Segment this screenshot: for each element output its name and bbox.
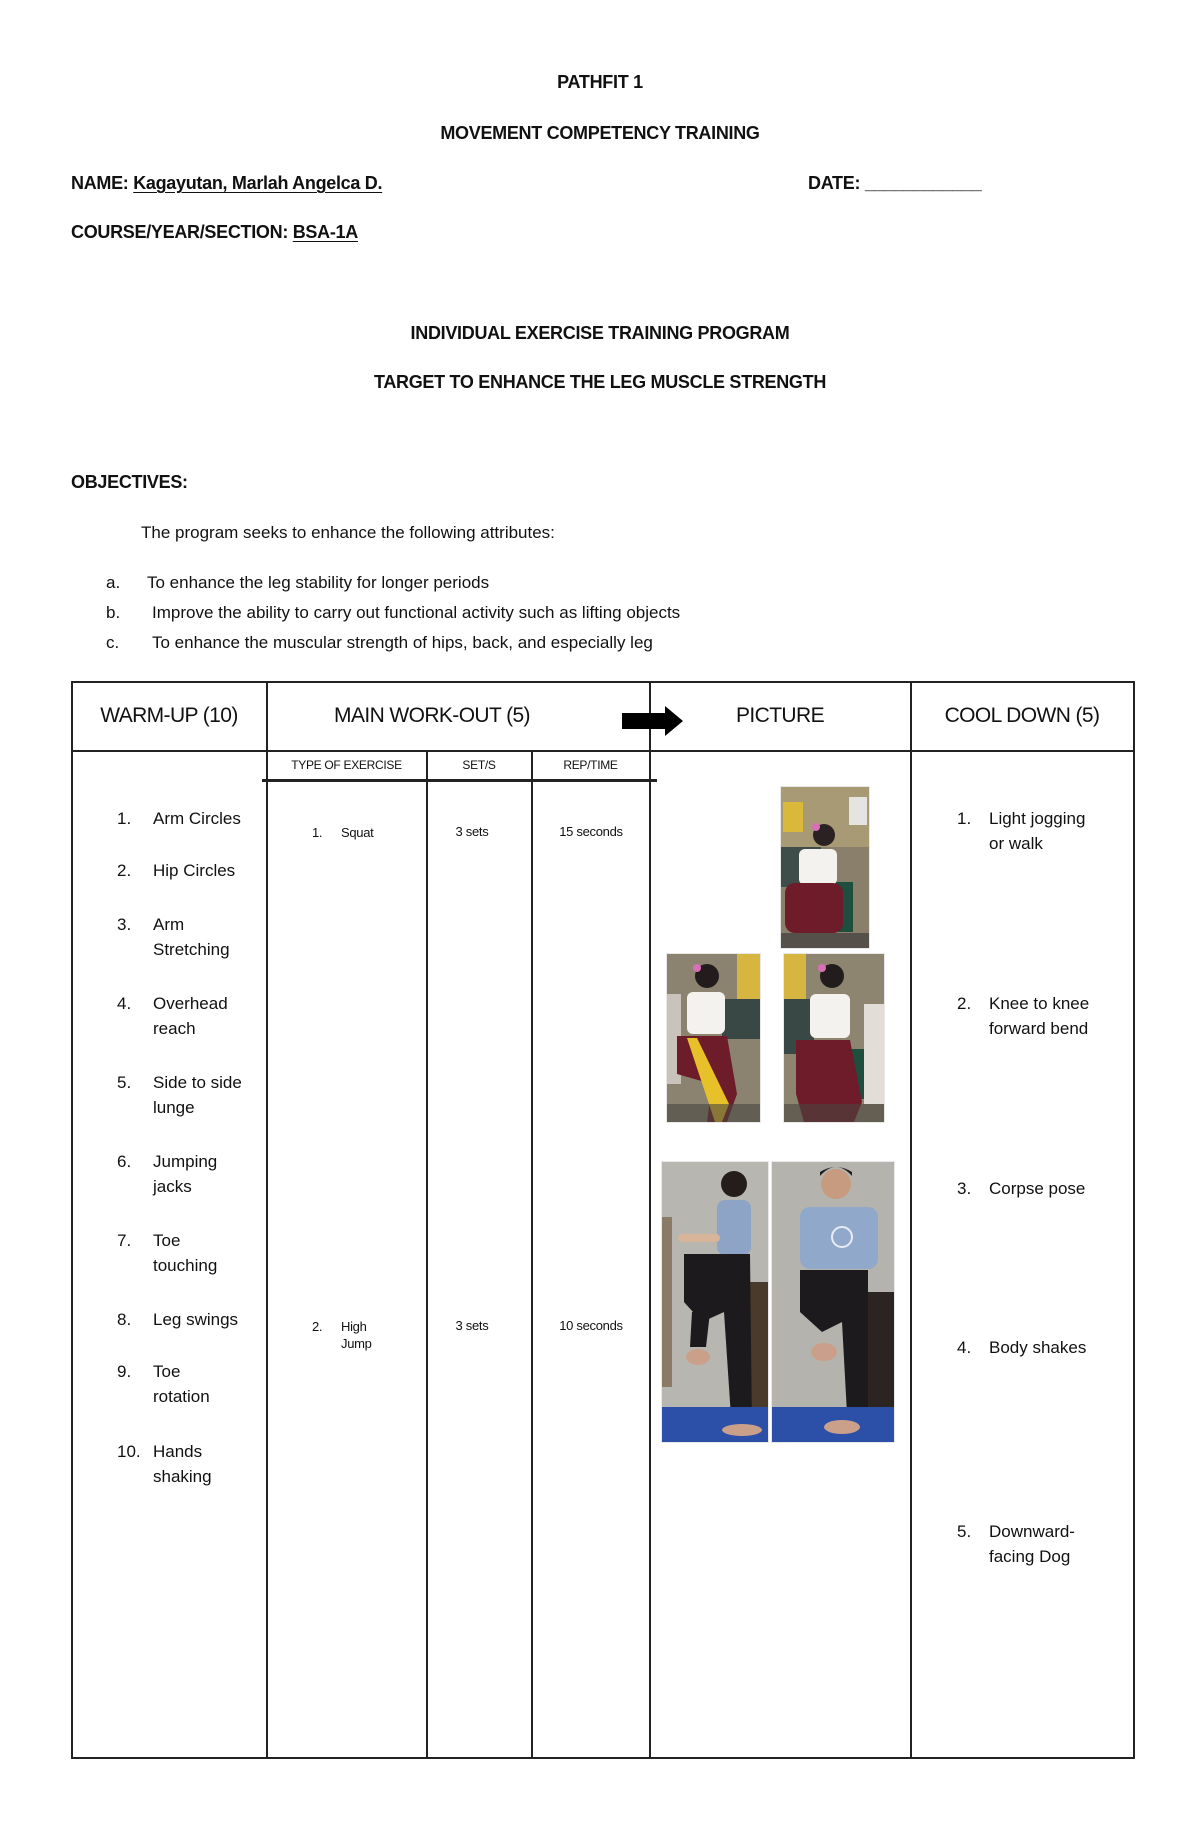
name-label: NAME: (71, 173, 129, 193)
subheader-rep: REP/TIME (563, 758, 618, 772)
subheader-sets: SET/S (462, 758, 496, 772)
section-field (71, 222, 358, 243)
squat-photo-2 (666, 953, 761, 1123)
high-jump-photo-2 (771, 1161, 895, 1443)
objective-text: To enhance the leg stability for longer periods (147, 573, 490, 592)
section-label: COURSE/YEAR/SECTION: (71, 222, 289, 242)
main-exercise-num: 1. (312, 825, 323, 840)
cooldown-item (957, 991, 1117, 1041)
warmup-item-num: 8. (117, 1310, 132, 1329)
warmup-item-text: Arm Circles (153, 809, 241, 828)
cooldown-item-text: Knee to knee forward bend (989, 994, 1090, 1038)
header-cooldown: COOL DOWN (5) (944, 704, 1100, 727)
warmup-item-num: 5. (117, 1073, 132, 1092)
warmup-item-text: Leg swings (153, 1310, 239, 1329)
program-target: TARGET TO ENHANCE THE LEG MUSCLE STRENGTH (373, 372, 827, 392)
cooldown-item-num: 1. (957, 809, 972, 828)
warmup-item-num: 7. (117, 1231, 132, 1250)
right-arrow-icon (622, 706, 684, 736)
objective-text: To enhance the muscular strength of hips, back, and especially leg (152, 633, 653, 652)
high-jump-photo-1 (661, 1161, 769, 1443)
date-value: ____________ (864, 173, 982, 193)
name-value: Kagayutan, Marlah Angelca D. (133, 173, 383, 193)
main-exercise-sets: 3 sets (455, 1318, 489, 1333)
date-field (808, 173, 981, 194)
warmup-item (117, 1359, 237, 1409)
main-exercise-rep: 10 seconds (559, 1318, 623, 1333)
warmup-item-num: 2. (117, 861, 132, 880)
warmup-item (117, 858, 257, 883)
warmup-item (117, 1070, 257, 1120)
warmup-item-text: Arm Stretching (153, 915, 230, 959)
warmup-item (117, 806, 257, 831)
squat-photo-1 (780, 786, 870, 949)
col-divider-warmup (266, 681, 268, 1759)
cooldown-item (957, 806, 1107, 856)
warmup-item-text: Jumping jacks (153, 1152, 218, 1196)
cooldown-item-text: Body shakes (989, 1338, 1087, 1357)
objectives-intro: The program seeks to enhance the following attributes: (141, 523, 555, 542)
cooldown-item (957, 1519, 1107, 1569)
cooldown-item-num: 3. (957, 1179, 972, 1198)
header-warmup: WARM-UP (10) (100, 704, 238, 727)
cooldown-item-text: Corpse pose (989, 1179, 1086, 1198)
cooldown-item-text: Light jogging or walk (989, 809, 1086, 853)
warmup-item-text: Overhead reach (153, 994, 228, 1038)
main-exercise-rep: 15 seconds (559, 824, 623, 839)
objective-text: Improve the ability to carry out functional activity such as lifting objects (152, 603, 681, 622)
subheader-type: TYPE OF EXERCISE (291, 758, 402, 772)
warmup-item-text: Side to side lunge (153, 1073, 242, 1117)
cooldown-item-num: 5. (957, 1522, 972, 1541)
subheader-divider (262, 779, 657, 782)
main-exercise-num: 2. (312, 1319, 323, 1334)
table-bottom-border (71, 1757, 1135, 1759)
col-divider-type (426, 750, 428, 1759)
course-title: PATHFIT 1 (557, 72, 643, 92)
main-exercise-name: Squat (341, 825, 374, 840)
warmup-item (117, 1307, 257, 1332)
col-divider-picture (910, 681, 912, 1759)
warmup-item (117, 1439, 237, 1489)
header-main-workout: MAIN WORK-OUT (5) (334, 704, 530, 727)
document-subtitle: MOVEMENT COMPETENCY TRAINING (440, 123, 760, 143)
warmup-item-num: 9. (117, 1362, 132, 1381)
warmup-item (117, 1228, 237, 1278)
objective-marker: c. (106, 633, 120, 652)
warmup-item-num: 6. (117, 1152, 132, 1171)
date-label: DATE: (808, 173, 861, 193)
cooldown-item-num: 4. (957, 1338, 972, 1357)
cooldown-item-text: Downward-facing Dog (989, 1522, 1075, 1566)
warmup-item-num: 4. (117, 994, 132, 1013)
warmup-item-num: 10. (117, 1442, 141, 1461)
warmup-item (117, 912, 237, 962)
header-picture: PICTURE (736, 704, 824, 727)
main-exercise-name: High Jump (341, 1319, 372, 1351)
warmup-item (117, 991, 247, 1041)
objective-item (106, 633, 653, 653)
objectives-heading: OBJECTIVES: (71, 472, 188, 492)
warmup-item-num: 1. (117, 809, 132, 828)
warmup-item-text: Hip Circles (153, 861, 236, 880)
main-exercise-type (312, 1318, 384, 1352)
warmup-item-num: 3. (117, 915, 132, 934)
cooldown-item-num: 2. (957, 994, 972, 1013)
warmup-item-text: Toe rotation (153, 1362, 210, 1406)
cooldown-item (957, 1176, 1117, 1201)
squat-photo-3 (783, 953, 885, 1123)
col-divider-main (649, 681, 651, 1759)
table-right-border (1133, 681, 1135, 1759)
objective-item (106, 573, 489, 593)
warmup-item-text: Hands shaking (153, 1442, 212, 1486)
objective-marker: b. (106, 603, 121, 622)
objective-item (106, 603, 680, 623)
objective-marker: a. (106, 573, 121, 592)
main-exercise-type (312, 824, 422, 841)
name-field (71, 173, 382, 194)
program-title: INDIVIDUAL EXERCISE TRAINING PROGRAM (410, 323, 790, 343)
main-exercise-sets: 3 sets (455, 824, 489, 839)
warmup-item (117, 1149, 247, 1199)
cooldown-item (957, 1335, 1117, 1360)
section-value: BSA-1A (292, 222, 358, 242)
warmup-item-text: Toe touching (153, 1231, 218, 1275)
table-left-border (71, 681, 73, 1759)
col-divider-sets (531, 750, 533, 1759)
